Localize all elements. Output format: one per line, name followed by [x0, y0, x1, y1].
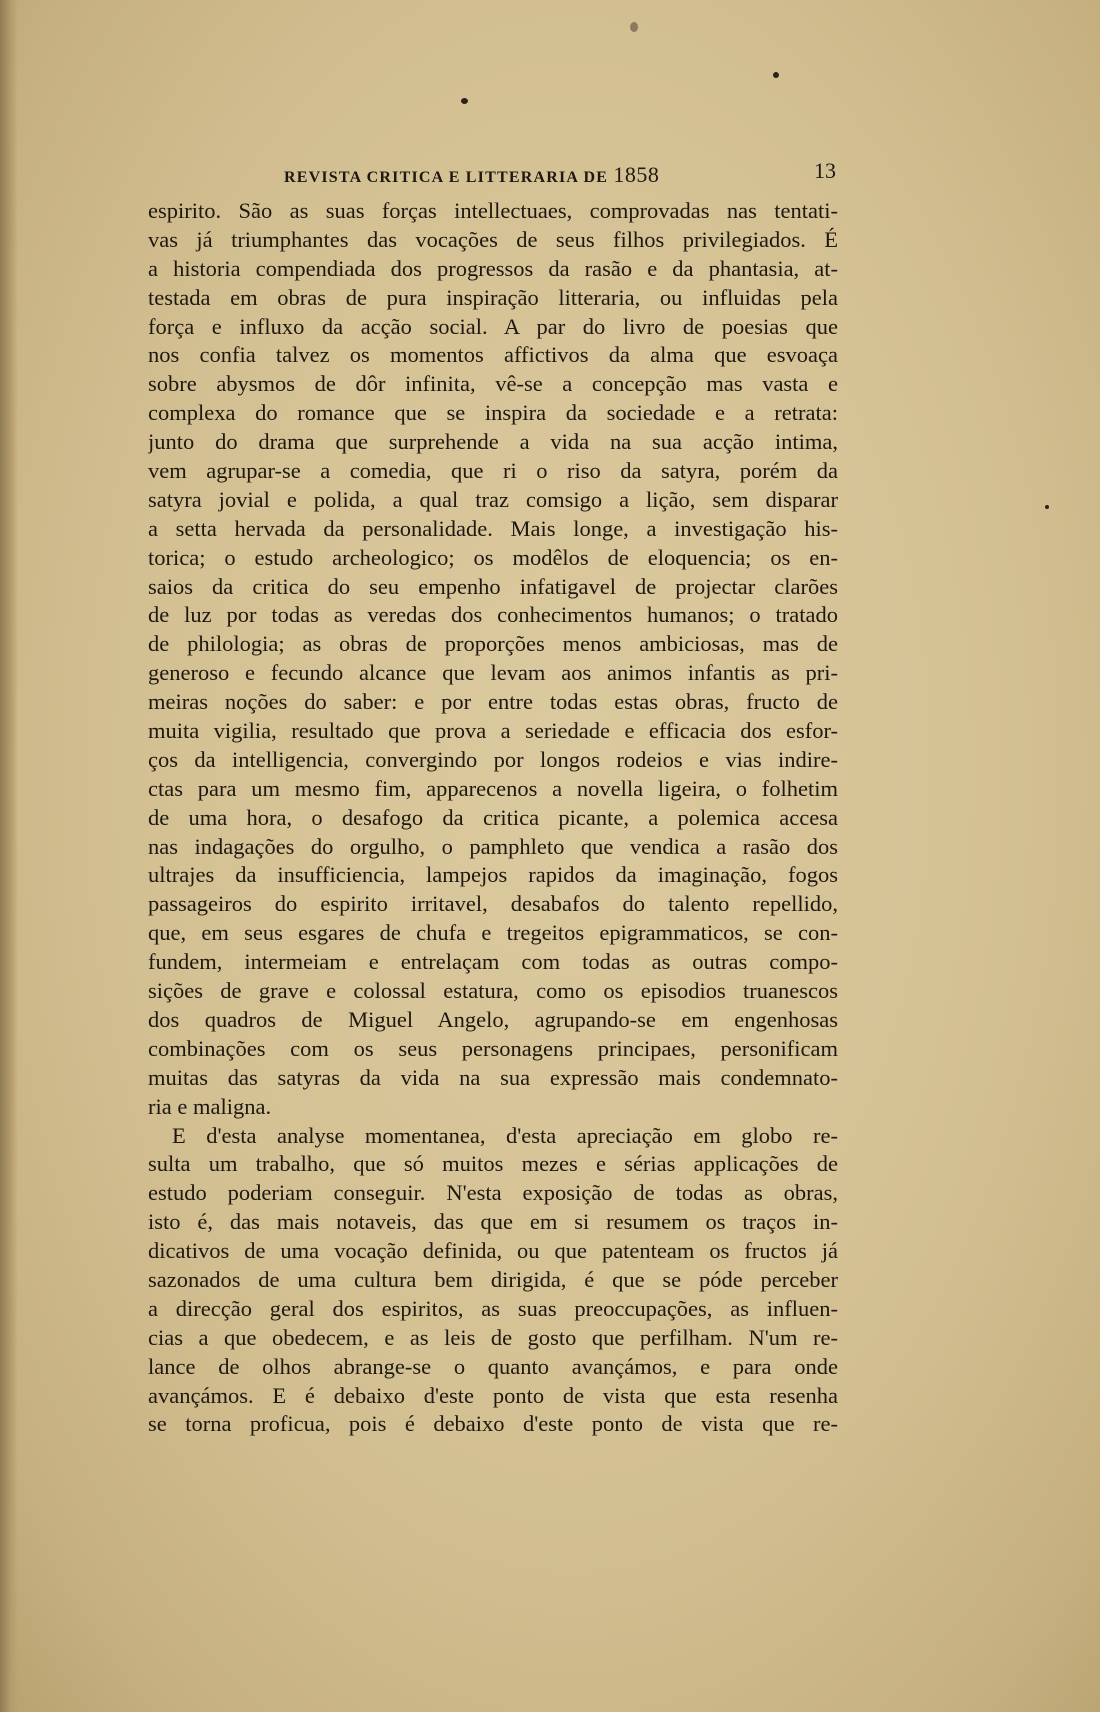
text-line: de uma hora, o desafogo da critica picante, a polemica accesa	[148, 804, 838, 830]
text-line: dos quadros de Miguel Angelo, agrupando-se em engenhosas	[148, 1006, 838, 1032]
running-head	[148, 158, 838, 188]
text-line: se torna proficua, pois é debaixo d'este ponto de vista que re-	[148, 1411, 838, 1437]
body-text	[148, 197, 838, 1439]
text-line: sobre abysmos de dôr infinita, vê-se a concepção mas vasta e	[148, 371, 838, 397]
text-line: meiras noções do saber: e por entre todas estas obras, fructo de	[148, 689, 838, 715]
text-line: lance de olhos abrange-se o quanto avançámos, e para onde	[148, 1353, 838, 1379]
text-line: dicativos de uma vocação definida, ou que patenteam os fructos já	[148, 1238, 838, 1264]
running-title	[284, 162, 659, 188]
text-line: ços da intelligencia, convergindo por longos rodeios e vias indire-	[148, 746, 838, 772]
text-line: ctas para um mesmo fim, apparecenos a novella ligeira, o folhetim	[148, 775, 838, 801]
text-line: muita vigilia, resultado que prova a seriedade e efficacia dos esfor-	[148, 718, 838, 744]
text-line: saios da critica do seu empenho infatigavel de projectar clarões	[148, 573, 838, 599]
text-line: sulta um trabalho, que só muitos mezes e sérias applicações de	[148, 1151, 838, 1177]
page-number: 13	[814, 158, 836, 183]
text-line: de luz por todas as veredas dos conhecimentos humanos; o tratado	[148, 602, 838, 628]
text-line: de philologia; as obras de proporções menos ambiciosas, mas de	[148, 631, 838, 657]
text-line: nos confia talvez os momentos affictivos da alma que esvoaça	[148, 342, 838, 368]
text-line: muitas das satyras da vida na sua expressão mais condemnato-	[148, 1064, 838, 1090]
text-line: a direcção geral dos espiritos, as suas preoccupações, as influen-	[148, 1295, 838, 1321]
ink-speck	[630, 22, 638, 32]
text-line-paragraph-end: ria e maligna.	[148, 1093, 272, 1119]
text-line-paragraph-start: E d'esta analyse momentanea, d'esta apreciação em globo re-	[172, 1122, 838, 1148]
text-line: nas indagações do orgulho, o pamphleto que vendica a rasão dos	[148, 833, 838, 859]
spine-shadow	[0, 0, 18, 1712]
running-title-year: 1858	[613, 162, 660, 187]
text-line: passageiros do espirito irritavel, desabafos do talento repellido,	[148, 891, 838, 917]
text-line: vem agrupar-se a comedia, que ri o riso da satyra, porém da	[148, 458, 838, 484]
text-line: combinações com os seus personagens principaes, personificam	[148, 1035, 838, 1061]
text-line: sições de grave e colossal estatura, como os episodios truanescos	[148, 978, 838, 1004]
text-line: junto do drama que surprehende a vida na sua acção intima,	[148, 429, 838, 455]
text-line: sazonados de uma cultura bem dirigida, é que se póde perceber	[148, 1266, 838, 1292]
text-line: a setta hervada da personalidade. Mais longe, a investigação his-	[148, 515, 838, 541]
text-line: testada em obras de pura inspiração litteraria, ou influidas pela	[148, 284, 838, 310]
text-line: ultrajes da insufficiencia, lampejos rapidos da imaginação, fogos	[148, 862, 838, 888]
text-line: a historia compendiada dos progressos da rasão e da phantasia, at-	[148, 255, 838, 281]
text-line: estudo poderiam conseguir. N'esta exposição de todas as obras,	[148, 1180, 838, 1206]
text-line: isto é, das mais notaveis, das que em si resumem os traços in-	[148, 1209, 838, 1235]
text-line: generoso e fecundo alcance que levam aos animos infantis as pri-	[148, 660, 838, 686]
text-line: vas já triumphantes das vocações de seus filhos privilegiados. É	[148, 226, 838, 252]
text-line: complexa do romance que se inspira da sociedade e a retrata:	[148, 400, 838, 426]
ink-speck	[1045, 505, 1049, 509]
text-line: torica; o estudo archeologico; os modêlos de eloquencia; os en-	[148, 544, 838, 570]
ink-speck	[773, 72, 779, 78]
text-line: fundem, intermeiam e entrelaçam com todas as outras compo-	[148, 949, 838, 975]
ink-speck	[461, 98, 468, 104]
text-line: que, em seus esgares de chufa e tregeitos epigrammaticos, se con-	[148, 920, 838, 946]
text-line: cias a que obedecem, e as leis de gosto que perfilham. N'um re-	[148, 1324, 838, 1350]
text-line: avançámos. E é debaixo d'este ponto de vista que esta resenha	[148, 1382, 838, 1408]
text-line: espirito. São as suas forças intellectuaes, comprovadas nas tentati-	[148, 198, 838, 223]
text-line: força e influxo da acção social. A par do livro de poesias que	[148, 313, 838, 339]
text-line: satyra jovial e polida, a qual traz comsigo a lição, sem disparar	[148, 486, 838, 512]
running-title-text: REVISTA CRITICA E LITTERARIA DE	[284, 169, 609, 186]
